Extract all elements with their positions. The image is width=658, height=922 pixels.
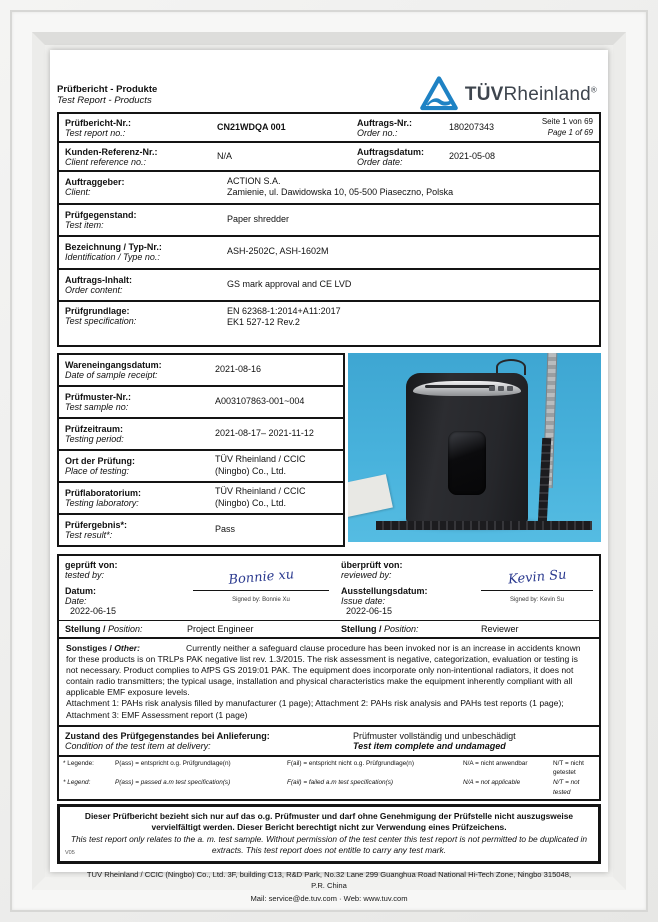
testing-period-value: 2021-08-17– 2021-11-12 — [215, 427, 314, 438]
order-no-value: 180207343 — [449, 121, 495, 132]
table-row — [59, 355, 343, 385]
reviewed-by-signature-area — [475, 556, 599, 620]
table-row — [59, 270, 599, 300]
position-label-left: Stellung / Position: — [65, 623, 143, 634]
client-label: Auftraggeber: Client: — [65, 177, 125, 198]
report-header — [57, 50, 601, 112]
client-name: ACTION S.A. — [227, 176, 281, 186]
frame-mat — [48, 48, 610, 903]
sample-no-box — [57, 385, 345, 419]
sample-receipt-value: 2021-08-16 — [215, 363, 262, 374]
attachments-text: Attachment 1: PAHs risk analysis filled by manufacturer (1 page); Attachment 2: PAHs risk analysis and PAHs test reports (1 page); Attachment 3: EMF Assessment report (1 page) — [66, 698, 564, 720]
date-label-en: Date: — [65, 595, 87, 606]
shredder-window — [448, 431, 486, 495]
frame-inner-line — [10, 10, 648, 912]
page-indicator — [541, 117, 593, 138]
frame-bevel — [32, 32, 626, 903]
testing-period-label: Prüfzeitraum: Testing period: — [65, 423, 124, 444]
table-row — [59, 237, 599, 268]
contact-line: Mail: service@de.tuv.com · Web: www.tuv.com — [250, 893, 408, 903]
test-spec-line1: EN 62368-1:2014+A11:2017 — [227, 305, 341, 316]
document-page — [50, 50, 608, 903]
test-item-value: Paper shredder — [227, 213, 290, 224]
place-of-testing-value: TÜV Rheinland / CCIC (Ningbo) Co., Ltd. — [215, 454, 306, 476]
test-sample-photo — [348, 353, 601, 542]
tested-by-label-en: tested by: — [65, 569, 105, 580]
report-title-de: Prüfbericht - Produkte — [57, 84, 158, 95]
legend-box — [57, 755, 601, 801]
report-number-box — [57, 112, 601, 143]
legend-row-de: * Legende: P(ass) = entspricht o.g. Prüfgrundlage(n) F(ail) = entspricht nicht o.g. Prüfgrundlage(n) N/A = nicht anwendbar N/T = nicht getestet — [63, 759, 584, 777]
form-version: V05 — [65, 850, 75, 857]
position-row — [59, 620, 599, 637]
l-square-ruler-horizontal — [376, 521, 592, 530]
client-box — [57, 170, 601, 205]
testing-laboratory-box — [57, 481, 345, 515]
test-result-label: Prüfergebnis*: Test result*: — [65, 519, 128, 540]
signature-section — [57, 554, 601, 639]
test-item-label: Prüfgegenstand: Test item: — [65, 209, 137, 230]
place-of-testing-label: Ort der Prüfung: Place of testing: — [65, 455, 135, 476]
identification-box — [57, 235, 601, 270]
table-row — [59, 143, 599, 170]
tested-by-labels — [59, 556, 187, 620]
sample-no-label: Prüfmuster-Nr.: Test sample no: — [65, 391, 132, 412]
logo-rheinland: Rheinland — [503, 84, 591, 105]
order-date-label: Auftragsdatum: Order date: — [357, 146, 424, 167]
test-date: 2022-06-15 — [70, 605, 117, 616]
testing-laboratory-value: TÜV Rheinland / CCIC (Ningbo) Co., Ltd. — [215, 486, 306, 508]
identification-value: ASH-2502C, ASH-1602M — [227, 246, 329, 257]
legend-row-en: * Legend: P(ass) = passed a.m test specification(s) F(ail) = failed a.m test specification(s) N/A = not applicable N/T = not tested — [63, 778, 580, 796]
report-no-label: Prüfbericht-Nr.: Test report no.: — [65, 117, 132, 138]
table-row — [59, 515, 343, 545]
order-content-value: GS mark approval and CE LVD — [227, 278, 352, 289]
table-row — [59, 302, 599, 345]
position-value-left: Project Engineer — [187, 623, 254, 634]
report-title — [57, 76, 157, 106]
report-title-en: Test Report - Products — [57, 95, 152, 106]
testing-period-box — [57, 417, 345, 451]
disclaimer-box — [57, 804, 601, 863]
paper-sheet — [348, 474, 393, 520]
table-row — [59, 387, 343, 417]
table-row — [59, 451, 343, 481]
condition-box — [57, 725, 601, 757]
test-result-box — [57, 513, 345, 547]
reviewed-by-signed-by: Signed by: Kevin Su — [509, 596, 565, 603]
tested-by-signature: Bonnie xu — [227, 566, 295, 588]
place-of-testing-box — [57, 449, 345, 483]
client-address: Zamienie, ul. Dawidowska 10, 05-500 Piaseczno, Polska — [227, 187, 454, 198]
test-spec-label: Prüfgrundlage: Test specification: — [65, 305, 137, 326]
order-content-box — [57, 268, 601, 302]
table-row — [59, 172, 599, 203]
order-date-value: 2021-05-08 — [449, 150, 496, 161]
shredder-buttons — [489, 386, 513, 391]
registered-mark: ® — [590, 85, 597, 95]
test-result-value: Pass — [215, 523, 236, 534]
order-content-label: Auftrags-Inhalt: Order content: — [65, 274, 132, 295]
reviewed-by-labels — [335, 556, 475, 620]
condition-value: Prüfmuster vollständig und unbeschädigt Test item complete and undamaged — [353, 730, 516, 751]
tuv-triangle-icon — [420, 76, 458, 114]
logo-tuv: TÜV — [464, 84, 504, 105]
order-no-label: Auftrags-Nr.: Order no.: — [357, 117, 413, 138]
sample-section — [57, 353, 601, 547]
sample-no-value: A003107863-001~004 — [215, 395, 305, 406]
page-footer — [57, 869, 601, 904]
test-spec-line2: EK1 527-12 Rev.2 — [227, 316, 300, 327]
table-row — [59, 114, 599, 141]
reviewed-by-signature: Kevin Su — [507, 566, 568, 588]
lab-address: TUV Rheinland / CCIC (Ningbo) Co., Ltd. 3F, building C13, R&D Park, No.32 Lane 299 Guanghua Road National Hi-Tech Zone, Ningbo 315048, P.R. China — [86, 869, 572, 890]
tuv-rheinland-logo — [420, 76, 601, 114]
logo-wordmark — [465, 84, 597, 106]
test-spec-value — [227, 306, 593, 329]
other-label: Sonstiges / Other: — [66, 642, 141, 653]
power-cord — [496, 359, 526, 375]
date-label-de: Datum: — [65, 585, 96, 596]
tested-by-label-de: geprüft von: — [65, 559, 118, 570]
client-ref-label: Kunden-Referenz-Nr.: Client reference no.: — [65, 146, 158, 167]
testing-laboratory-label: Prüflaboratorium: Testing laboratory: — [65, 487, 142, 508]
tested-by-signed-by: Signed by: Bonnie Xu — [232, 596, 290, 603]
table-row — [59, 205, 599, 235]
tested-by-signature-area — [187, 556, 335, 620]
paper-shredder — [406, 373, 528, 525]
page-indicator-de: Seite 1 von 69 — [541, 117, 593, 127]
reviewed-by-label-en: reviewed by: — [341, 569, 392, 580]
sample-receipt-box — [57, 353, 345, 387]
issue-date-label-en: Issue date: — [341, 595, 386, 606]
client-reference-box — [57, 141, 601, 172]
disclaimer-de: Dieser Prüfbericht bezieht sich nur auf das o.g. Prüfmuster und darf ohne Genehmigung der Prüfstelle nicht auszugsweise vervielfältigt werden. Dieser Bericht berechtigt nicht zur Verwendung eines Prüfzeichens. — [84, 811, 574, 833]
other-remarks-box — [57, 637, 601, 727]
identification-label: Bezeichnung / Typ-Nr.: Identification / Type no.: — [65, 242, 162, 262]
report-no-value: CN21WDQA 001 — [217, 121, 286, 132]
sample-info-table — [57, 353, 345, 547]
test-specification-box — [57, 300, 601, 347]
other-paragraph: Currently neither a safeguard clause procedure has been invoked nor is an increase in accidents known for these products is on TRLPs PAK negative list rev. 1.3/2015. The risk assessment is negative, categorization, evaluation or testing is not necessary. Product complies to AfPS GS 2019:01 PAK. The equipment does incorporate only non-intentional radiators, it does not contain radio transmitters; the typical usage, installation and physical characteristics make the equipment inherently compliant with all applicable EMF exposure levels. — [66, 642, 581, 698]
page-indicator-en: Page 1 of 69 — [547, 127, 593, 137]
condition-label: Zustand des Prüfgegenstandes bei Anlieferung: Condition of the test item at delivery: — [65, 730, 270, 751]
client-ref-value: N/A — [217, 150, 233, 161]
shredder-slot — [425, 385, 495, 388]
issue-date: 2022-06-15 — [346, 605, 393, 616]
client-value — [227, 176, 593, 199]
table-row — [59, 419, 343, 449]
sample-receipt-label: Wareneingangsdatum: Date of sample receipt: — [65, 359, 162, 380]
disclaimer-en: This test report only relates to the a. m. test sample. Without permission of the test center this test report is not permitted to be duplicated in extracts. This test report does not entitle to carry any test mark. — [70, 833, 588, 856]
issue-date-label-de: Ausstellungsdatum: — [341, 585, 428, 596]
table-row — [59, 483, 343, 513]
reviewed-by-label-de: überprüft von: — [341, 559, 403, 570]
shredder-control-panel — [413, 381, 521, 396]
test-item-box — [57, 203, 601, 237]
position-value-right: Reviewer — [481, 623, 519, 634]
position-label-right: Stellung / Position: — [341, 623, 419, 634]
